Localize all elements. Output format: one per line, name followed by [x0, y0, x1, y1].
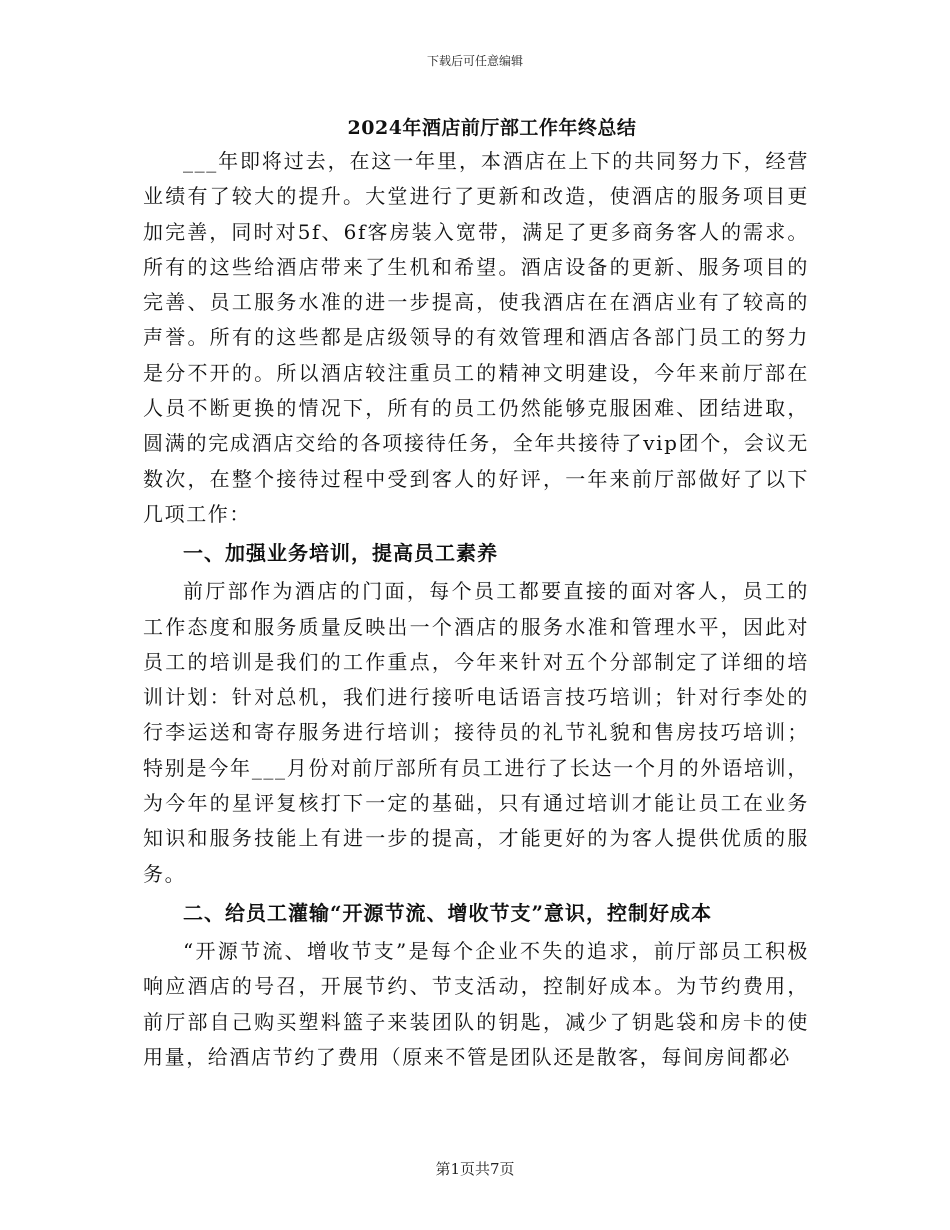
page-indicator: 第1页共7页 — [435, 1160, 515, 1178]
section-1-paragraph: 前厅部作为酒店的门面，每个员工都要直接的面对客人，员工的工作态度和服务质量反映出一个酒店的服务水准和管理水平，因此对员工的培训是我们的工作重点，今年来针对五个分部制定了详细的培训计划：针对总机，我们进行接听电话语言技巧培训；针对行李处的行李运送和寄存服务进行培训；接待员的礼节礼貌和售房技巧培训；特别是今年___月份对前厅部所有员工进行了长达一个月的外语培训，为今年的星评复核打下一定的基础，只有通过培训才能让员工在业务知识和服务技能上有进一步的提高，才能更好的为客人提供优质的服务。 — [143, 579, 809, 886]
intro-paragraph: ___年即将过去，在这一年里，本酒店在上下的共同努力下，经营业绩有了较大的提升。大堂进行了更新和改造，使酒店的服务项目更加完善，同时对5f、6f客房装入宽带，满足了更多商务客人的需求。所有的这些给酒店带来了生机和希望。酒店设备的更新、服务项目的完善、员工服务水准的进一步提高，使我酒店在在酒店业有了较高的声誉。所有的这些都是店级领导的有效管理和酒店各部门员工的努力是分不开的。所以酒店较注重员工的精神文明建设，今年来前厅部在人员不断更换的情况下，所有的员工仍然能够克服困难、团结进取，圆满的完成酒店交给的各项接待任务，全年共接待了vip团个，会议无数次，在整个接待过程中受到客人的好评，一年来前厅部做好了以下几项工作： — [143, 149, 809, 526]
document-body — [143, 112, 809, 1075]
section-1-heading: 一、加强业务培训，提高员工素养 — [183, 541, 498, 566]
header-note: 下载后可任意编辑 — [426, 54, 523, 68]
document-title: 2024年酒店前厅部工作年终总结 — [347, 117, 637, 139]
section-2-paragraph: “开源节流、增收节支”是每个企业不失的追求，前厅部员工积极响应酒店的号召，开展节约、节支活动，控制好成本。为节约费用，前厅部自己购买塑料篮子来装团队的钥匙，减少了钥匙袋和房卡的使用量，给酒店节约了费用（原来不管是团队还是散客，每间房间都必 — [143, 938, 809, 1069]
section-2-heading: 二、给员工灌输“开源节流、增收节支”意识，控制好成本 — [183, 900, 713, 925]
